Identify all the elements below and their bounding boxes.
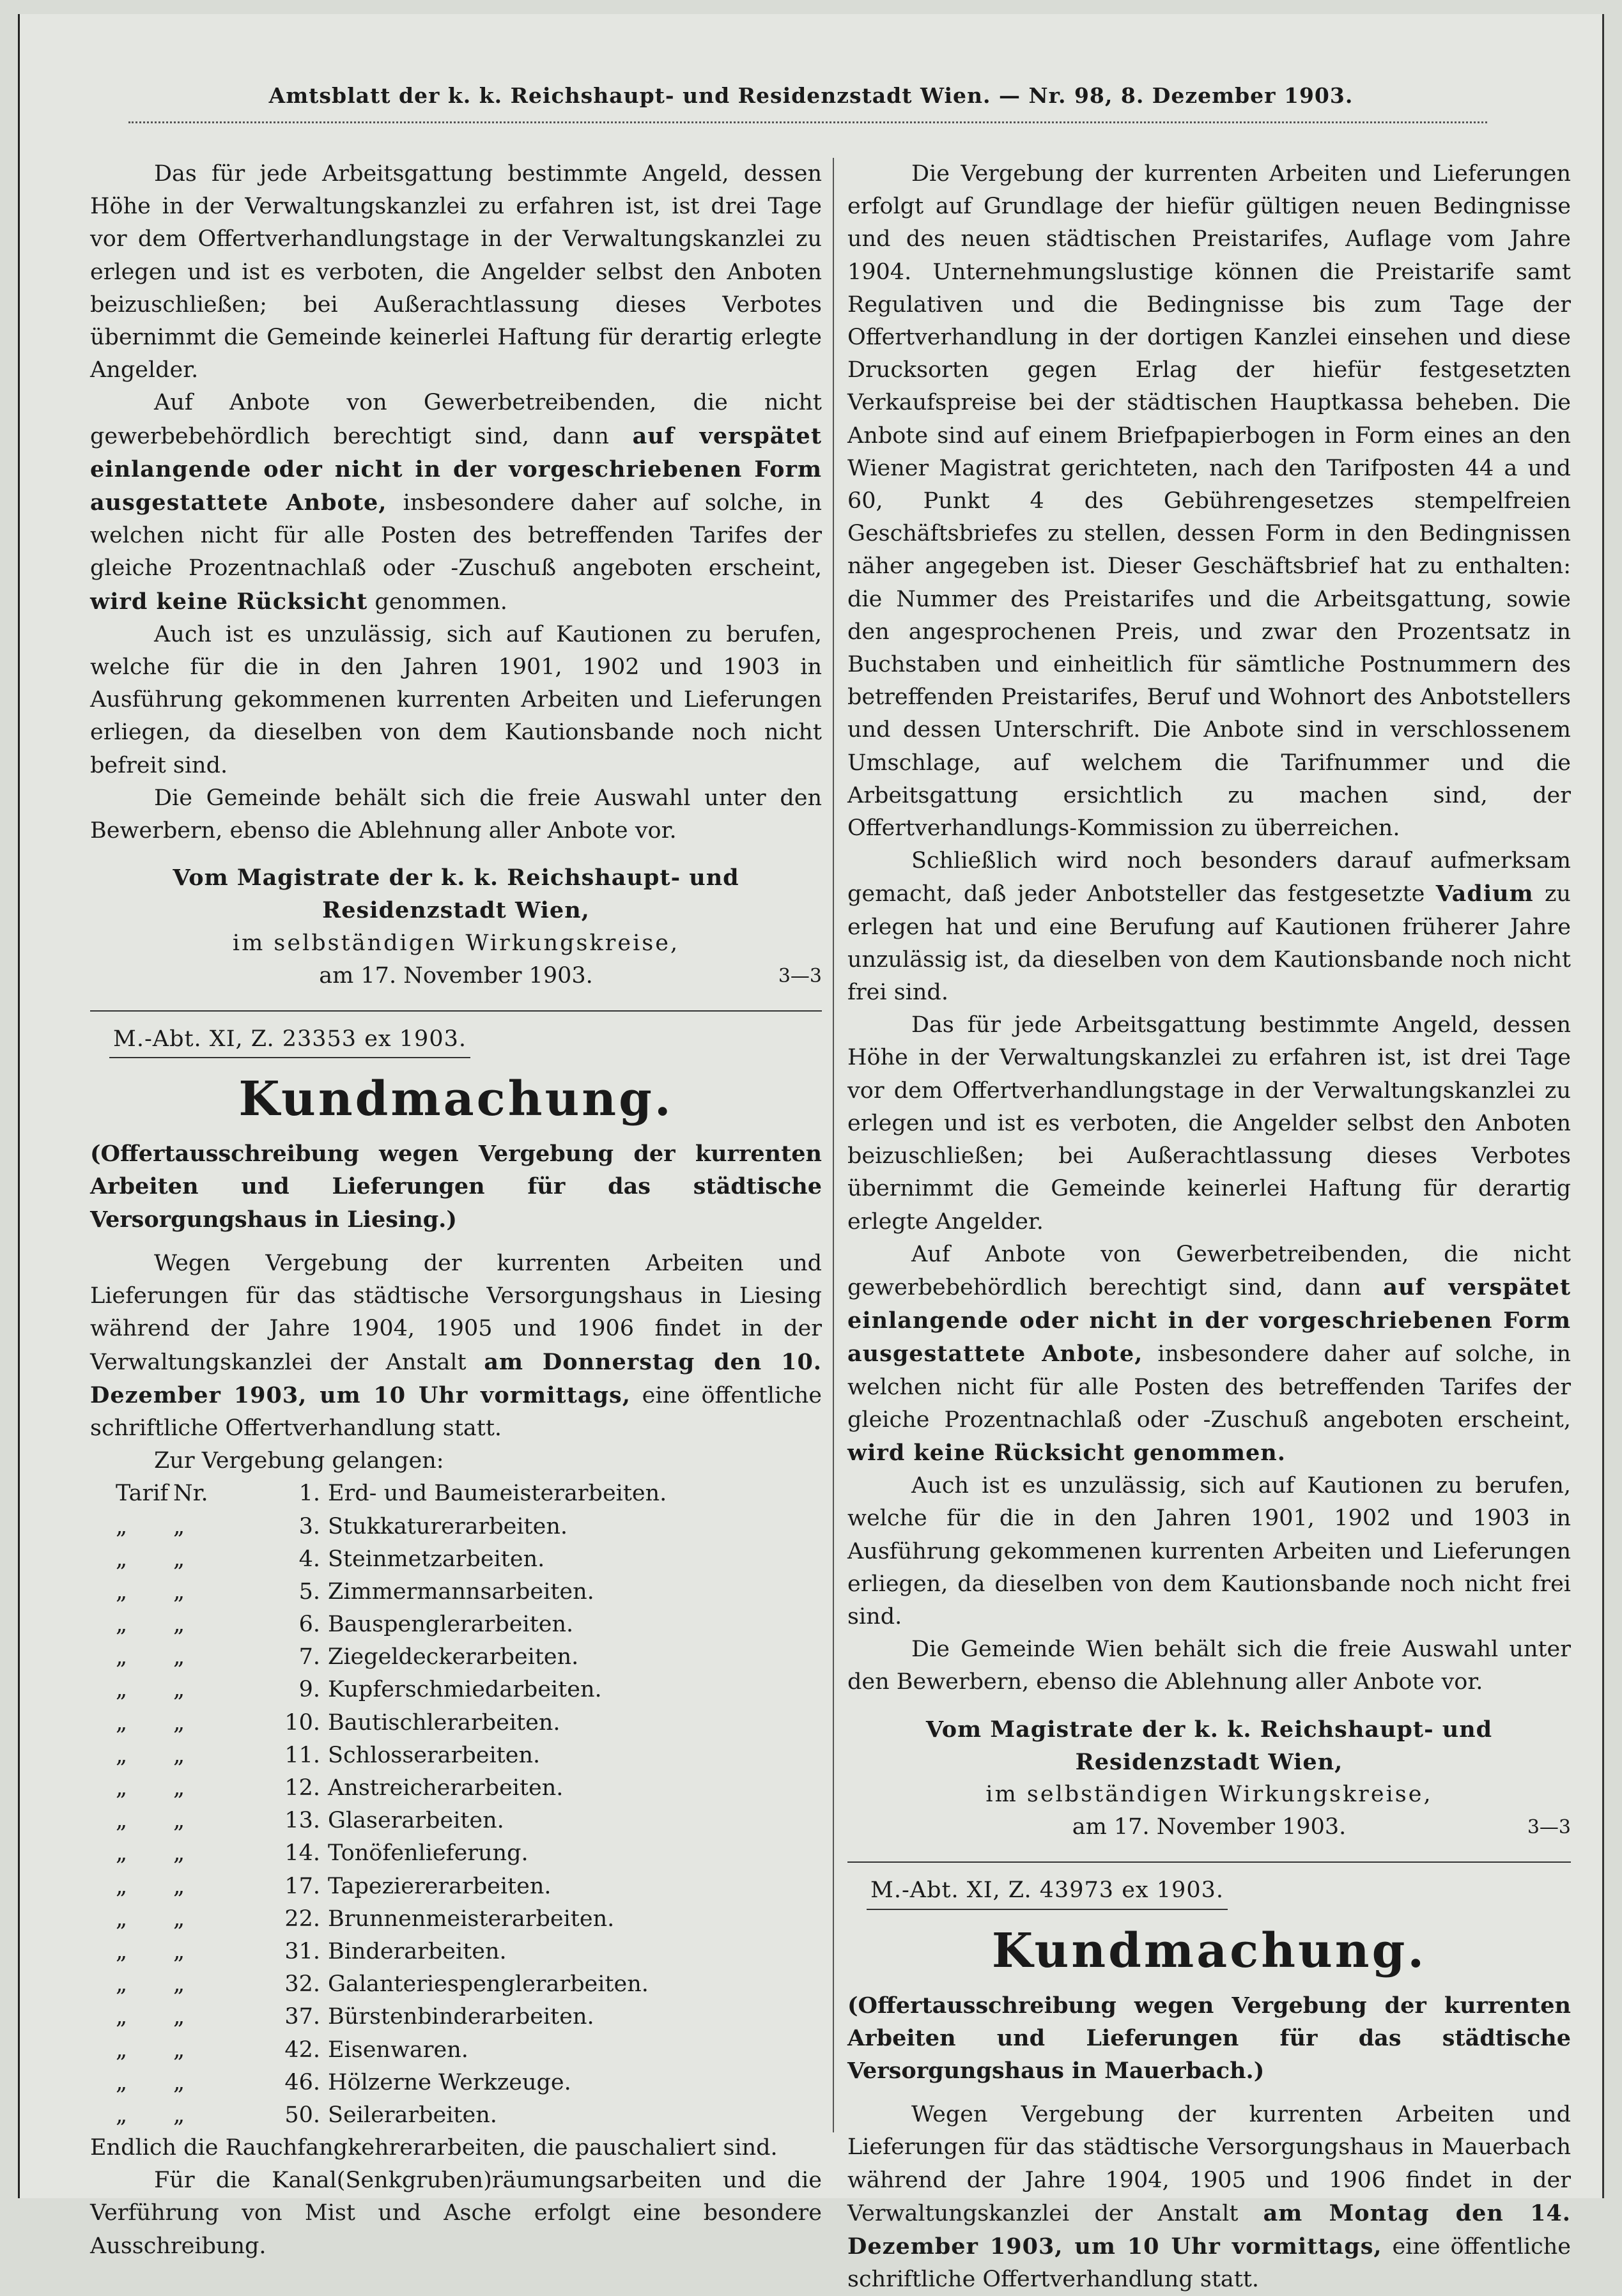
tarif-nr: „ — [173, 1906, 185, 1932]
tarif-text: Bautischlerarbeiten. — [328, 1709, 560, 1736]
tarif-text: Anstreicherarbeiten. — [328, 1775, 564, 1801]
right-bold-verspaetet: auf verspätet einlangende oder nicht in der vorgeschriebenen Form ausgestattete Anbote, — [847, 1274, 1571, 1368]
tarif-number: 4. — [298, 1546, 320, 1572]
tarif-label: „ — [116, 1546, 128, 1572]
tarif-number: 32. — [284, 1971, 320, 1998]
tarif-list — [90, 1477, 822, 2132]
tarif-row — [90, 1837, 822, 1870]
tarif-label: „ — [116, 1775, 128, 1801]
tarif-row — [90, 2099, 822, 2132]
tarif-text: Seilerarbeiten. — [328, 2102, 497, 2128]
tarif-nr: „ — [173, 1971, 185, 1998]
tarif-nr: „ — [173, 1808, 185, 1834]
tarif-text: Eisenwaren. — [328, 2037, 468, 2063]
left-section-rule — [90, 1010, 822, 1012]
tarif-number: 37. — [284, 2004, 320, 2030]
tarif-label: Tarif — [116, 1481, 169, 1507]
right-column — [847, 158, 1571, 2293]
tarif-nr: „ — [173, 1644, 185, 1670]
right-signature-date: am 17. November 1903. 3—3 — [847, 1811, 1571, 1844]
column-divider — [833, 158, 834, 2132]
tarif-row — [90, 2034, 822, 2067]
tarif-row — [90, 1968, 822, 2001]
tarif-number: 42. — [284, 2037, 320, 2063]
tarif-text: Bürstenbinderarbeiten. — [328, 2004, 594, 2030]
tarif-text: Tonöfenlieferung. — [328, 1840, 529, 1867]
right-subtitle: (Offertausschreibung wegen Vergebung der kurrenten Arbeiten und Lieferungen für das städtische Versorgungshaus in Mauerbach.) — [847, 1992, 1571, 2084]
right-paragraph-kautionen: Auch ist es unzulässig, sich auf Kautionen zu berufen, welche für die in den Jahren 1901, 1902 und 1903 in Ausführung gekommenen kurrenten Arbeiten und Lieferungen erliegen, da dieselben von dem Kautionsbande noch nicht frei sind. — [847, 1473, 1571, 1630]
tarif-nr: „ — [173, 1840, 185, 1867]
left-paragraph-angeld: Das für jede Arbeitsgattung bestimmte Angeld, dessen Höhe in der Verwaltungskanzlei zu erfahren ist, ist drei Tage vor dem Offertverhandlungstage in der Verwaltungskanzlei zu erlegen und ist es verboten, die Angelder selbst den Anboten beizuschließen; bei Außerachtlassung dieses Verbotes übernimmt die Gemeinde keinerlei Haftung für derartig erlegte Angelder. — [90, 161, 822, 383]
left-paragraph-anbote: Auf Anbote von Gewerbetreibenden, die nicht gewerbebehördlich berechtigt sind, dann auf verspätet einlangende oder nicht in der vorgeschriebenen Form ausgestattete Anbote, insbesondere daher auf solche, in welchen nicht für alle Posten des betreffenden Tarifes der gleiche Prozentnachlaß oder -Zuschuß angeboten erscheint, wird keine Rücksicht genommen. — [90, 390, 822, 615]
tarif-text: Brunnenmeisterarbeiten. — [328, 1906, 615, 1932]
right-paragraph-vadium: Schließlich wird noch besonders darauf aufmerksam gemacht, daß jeder Anbotsteller das festgesetzte Vadium zu erlegen hat und eine Berufung auf Kautionen früherer Jahre unzulässig ist, da dieselben von dem Kautionsbande noch nicht frei sind. — [847, 848, 1571, 1006]
tarif-label: „ — [116, 1612, 128, 1638]
tarif-row — [90, 1870, 822, 1903]
right-intro: Wegen Vergebung der kurrenten Arbeiten und Lieferungen für das städtische Versorgungshaus in Mauerbach während der Jahre 1904, 1905 und 1906 findet in der Verwaltungskanzlei der Anstalt am Montag den 14. Dezember 1903, um 10 Uhr vormittags, eine öffentliche schriftliche Offertverhandlung statt. — [847, 2102, 1571, 2293]
right-bold-vadium: Vadium — [1435, 881, 1534, 907]
tarif-label: „ — [116, 1709, 128, 1736]
tarif-number: 17. — [284, 1873, 320, 1899]
tarif-label: „ — [116, 1873, 128, 1899]
right-signature-ref: 3—3 — [1527, 1816, 1571, 1839]
tarif-nr: „ — [173, 1513, 185, 1539]
page-header: Amtsblatt der k. k. Reichshaupt- und Residenzstadt Wien. — Nr. 98, 8. Dezember 1903. — [268, 83, 1354, 108]
left-intro-date: am Donnerstag den 10. Dezember 1903, um 10 Uhr vormittags, — [90, 1348, 822, 1408]
tarif-text: Binderarbeiten. — [328, 1938, 507, 1964]
tarif-number: 46. — [284, 2069, 320, 2095]
right-paragraph-angeld: Das für jede Arbeitsgattung bestimmte Angeld, dessen Höhe in der Verwaltungskanzlei zu erfahren ist, ist drei Tage vor dem Offertverhandlungstage in der Verwaltungskanzlei zu erlegen und ist es verboten, die Angelder selbst den Anboten beizuschließen; bei Außerachtlassung dieses Verbotes übernimmt die Gemeinde keinerlei Haftung für derartig erlegte Angelder. — [847, 1012, 1571, 1235]
tarif-number: 13. — [284, 1808, 320, 1834]
tarif-number: 5. — [298, 1578, 320, 1605]
tarif-nr: „ — [173, 1546, 185, 1572]
right-signature: Vom Magistrate der k. k. Reichshaupt- und Residenzstadt Wien, — [925, 1716, 1493, 1775]
tarif-number: 3. — [298, 1513, 320, 1539]
tarif-nr: Nr. — [173, 1481, 208, 1507]
tarif-text: Bauspenglerarbeiten. — [328, 1612, 574, 1638]
tarif-nr: „ — [173, 1742, 185, 1768]
tarif-text: Stukkaturerarbeiten. — [328, 1513, 568, 1539]
left-docref: M.-Abt. XI, Z. 23353 ex 1903. — [109, 1023, 470, 1058]
tarif-row — [90, 1511, 822, 1543]
tarif-row — [90, 1903, 822, 1936]
right-bold-ruecksicht: wird keine Rücksicht genommen. — [847, 1439, 1286, 1466]
tarif-row — [90, 1543, 822, 1576]
tarif-label: „ — [116, 2069, 128, 2095]
tarif-row — [90, 2001, 822, 2033]
tarif-number: 10. — [284, 1709, 320, 1736]
newspaper-page — [18, 14, 1604, 2293]
tarif-nr: „ — [173, 1709, 185, 1736]
left-intro: Wegen Vergebung der kurrenten Arbeiten und Lieferungen für das städtische Versorgungshaus in Liesing während der Jahre 1904, 1905 und 1906 findet in der Verwaltungskanzlei der Anstalt am Donnerstag den 10. Dezember 1903, um 10 Uhr vormittags, eine öffentliche schriftliche Offertverhandlung statt. — [90, 1250, 822, 1441]
right-intro-date: am Montag den 14. Dezember 1903, um 10 Uhr vormittags, — [847, 2200, 1571, 2260]
tarif-label: „ — [116, 1578, 128, 1605]
tarif-number: 6. — [298, 1612, 320, 1638]
tarif-nr: „ — [173, 2037, 185, 2063]
tarif-row — [90, 1805, 822, 1837]
tarif-text: Tapeziererarbeiten. — [328, 1873, 552, 1899]
tarif-nr: „ — [173, 2069, 185, 2095]
left-paragraph-auswahl: Die Gemeinde behält sich die freie Auswahl unter den Bewerbern, ebenso die Ablehnung aller Anbote vor. — [90, 785, 822, 844]
left-subtitle: (Offertausschreibung wegen Vergebung der kurrenten Arbeiten und Lieferungen für das städtische Versorgungshaus in Liesing.) — [90, 1141, 822, 1233]
tarif-row — [90, 1739, 822, 1772]
tarif-row — [90, 1477, 822, 1510]
right-paragraph-vergebung: Die Vergebung der kurrenten Arbeiten und Lieferungen erfolgt auf Grundlage der hiefür gültigen neuen Bedingnisse und des neuen städtischen Preistarifes, Auflage vom Jahre 1904. Unternehmungslustige können die Preistarife samt Regulativen und die Bedingnisse bis zum Tage der Offertverhandlung in der dortigen Kanzlei einsehen und diese Drucksorten gegen Erlag der hiefür festgesetzten Verkaufspreise bei der städtischen Hauptkassa beheben. Die Anbote sind auf einem Briefpapierbogen in Form eines an den Wiener Magistrat gerichteten, nach den Tarifposten 44 a und 60, Punkt 4 des Gebührengesetzes stempelfreien Geschäftsbriefes zu stellen, dessen Form in den Bedingnissen näher angegeben ist. Dieser Geschäftsbrief hat zu enthalten: die Nummer des Preistarifes und die Arbeitsgattung, sowie den angesprochenen Preis, und zwar den Prozentsatz in Buchstaben und einheitlich für sämtliche Postnummern des betreffenden Preistarifes, Beruf und Wohnort des Anbotstellers und dessen Unterschrift. Die Anbote sind in verschlossenem Umschlage, auf welchem die Tarifnummer und die Arbeitsgattung ersichtlich zu machen sind, der Offertverhandlungs-Kommission zu überreichen. — [847, 161, 1571, 842]
left-bold-verspaetet: auf verspätet einlangende oder nicht in der vorgeschriebenen Form ausgestattete Anbote, — [90, 422, 822, 516]
tarif-number: 22. — [284, 1906, 320, 1932]
right-kundmachung-title: Kundmachung. — [991, 1923, 1427, 1978]
right-paragraph-auswahl: Die Gemeinde Wien behält sich die freie Auswahl unter den Bewerbern, ebenso die Ablehnung aller Anbote vor. — [847, 1637, 1571, 1695]
tarif-row — [90, 1608, 822, 1641]
tarif-label: „ — [116, 2102, 128, 2128]
tarif-number: 31. — [284, 1938, 320, 1964]
tarif-row — [90, 1641, 822, 1674]
tarif-nr: „ — [173, 1775, 185, 1801]
tarif-row — [90, 1707, 822, 1739]
right-signature-sub: im selbständigen Wirkungskreise, — [985, 1781, 1433, 1807]
tarif-nr: „ — [173, 1612, 185, 1638]
tarif-text: Glaserarbeiten. — [328, 1808, 504, 1834]
tarif-text: Schlosserarbeiten. — [328, 1742, 541, 1768]
tarif-nr: „ — [173, 1677, 185, 1703]
tarif-label: „ — [116, 1677, 128, 1703]
left-kanal: Für die Kanal(Senkgruben)räumungsarbeiten und die Verführung von Mist und Asche erfolgt eine besondere Ausschreibung. — [90, 2168, 822, 2259]
header-rule — [128, 121, 1487, 123]
right-paragraph-anbote: Auf Anbote von Gewerbetreibenden, die nicht gewerbebehördlich berechtigt sind, dann auf verspätet einlangende oder nicht in der vorgeschriebenen Form ausgestattete Anbote, insbesondere daher auf solche, in welchen nicht für alle Posten des betreffenden Tarifes der gleiche Prozentnachlaß oder -Zuschuß angeboten erscheint, wird keine Rücksicht genommen. — [847, 1241, 1571, 1466]
tarif-label: „ — [116, 1513, 128, 1539]
tarif-label: „ — [116, 1808, 128, 1834]
left-column — [90, 158, 822, 2259]
left-signature-sub: im selbständigen Wirkungskreise, — [232, 930, 680, 956]
tarif-label: „ — [116, 1742, 128, 1768]
tarif-number: 7. — [298, 1644, 320, 1670]
left-paragraph-kautionen: Auch ist es unzulässig, sich auf Kautionen zu berufen, welche für die in den Jahren 1901, 1902 und 1903 in Ausführung gekommenen kurrenten Arbeiten und Lieferungen erliegen, da dieselben von dem Kautionsbande noch nicht befreit sind. — [90, 621, 822, 778]
left-signature-ref: 3—3 — [778, 964, 822, 987]
tarif-row — [90, 1576, 822, 1608]
tarif-nr: „ — [173, 1938, 185, 1964]
left-signature-date: am 17. November 1903. 3—3 — [90, 960, 822, 992]
tarif-number: 1. — [298, 1481, 320, 1507]
tarif-nr: „ — [173, 2004, 185, 2030]
tarif-label: „ — [116, 1971, 128, 1998]
tarif-row — [90, 1674, 822, 1706]
tarif-label: „ — [116, 1906, 128, 1932]
tarif-text: Galanteriespenglerarbeiten. — [328, 1971, 649, 1998]
tarif-number: 50. — [284, 2102, 320, 2128]
tarif-label: „ — [116, 1840, 128, 1867]
right-docref: M.-Abt. XI, Z. 43973 ex 1903. — [867, 1874, 1228, 1909]
tarif-text: Zimmermannsarbeiten. — [328, 1578, 594, 1605]
tarif-row — [90, 1772, 822, 1805]
tarif-number: 14. — [284, 1840, 320, 1867]
left-kundmachung-title: Kundmachung. — [238, 1072, 674, 1127]
right-section-rule — [847, 1861, 1571, 1863]
tarif-number: 9. — [298, 1677, 320, 1703]
tarif-nr: „ — [173, 1578, 185, 1605]
tarif-number: 11. — [284, 1742, 320, 1768]
left-signature: Vom Magistrate der k. k. Reichshaupt- und Residenzstadt Wien, — [173, 865, 739, 924]
tarif-nr: „ — [173, 2102, 185, 2128]
tarif-label: „ — [116, 2037, 128, 2063]
left-endlich: Endlich die Rauchfangkehrerarbeiten, die pauschaliert sind. — [90, 2135, 778, 2161]
tarif-text: Ziegeldeckerarbeiten. — [328, 1644, 579, 1670]
left-zur-vergebung: Zur Vergebung gelangen: — [154, 1448, 444, 1474]
tarif-number: 12. — [284, 1775, 320, 1801]
left-bold-ruecksicht: wird keine Rücksicht — [90, 588, 368, 615]
tarif-label: „ — [116, 2004, 128, 2030]
tarif-nr: „ — [173, 1873, 185, 1899]
tarif-text: Kupferschmiedarbeiten. — [328, 1677, 602, 1703]
tarif-text: Erd- und Baumeisterarbeiten. — [328, 1481, 667, 1507]
tarif-text: Hölzerne Werkzeuge. — [328, 2069, 571, 2095]
tarif-row — [90, 2067, 822, 2099]
tarif-label: „ — [116, 1938, 128, 1964]
tarif-row — [90, 1936, 822, 1968]
tarif-text: Steinmetzarbeiten. — [328, 1546, 545, 1572]
tarif-label: „ — [116, 1644, 128, 1670]
